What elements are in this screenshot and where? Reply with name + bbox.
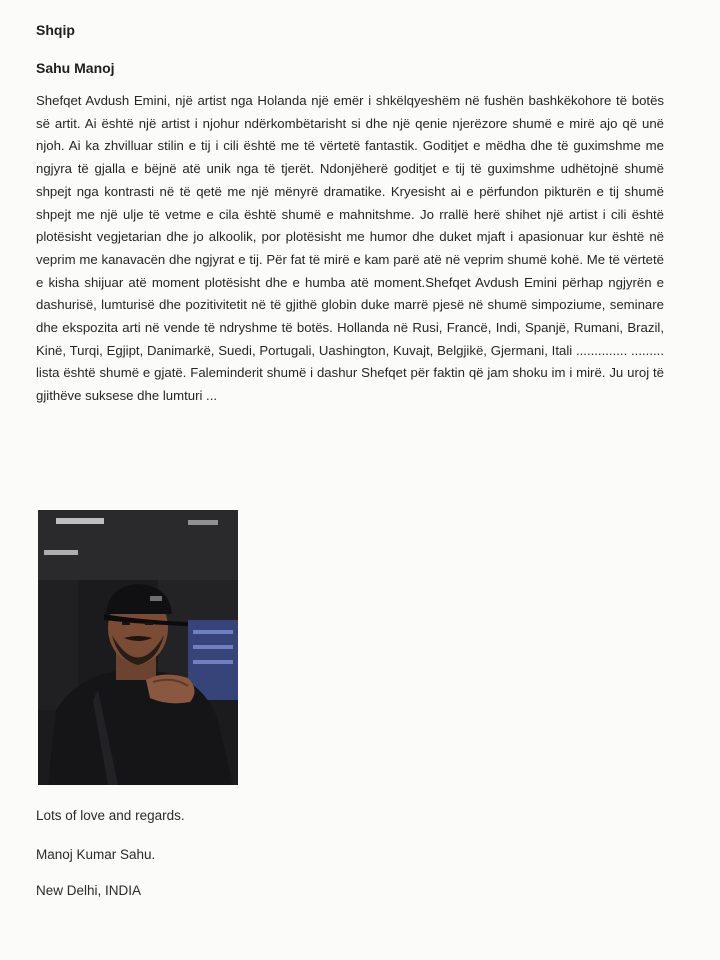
signature-location: New Delhi, INDIA	[36, 883, 142, 898]
language-heading: Shqip	[36, 22, 75, 38]
portrait-photo	[38, 510, 238, 785]
author-heading: Sahu Manoj	[36, 60, 115, 76]
closing-line: Lots of love and regards.	[36, 808, 185, 823]
signature-name: Manoj Kumar Sahu.	[36, 847, 156, 862]
letter-body-text: Shefqet Avdush Emini, një artist nga Holanda një emër i shkëlqyeshëm në fushën bashkëkohore të botës së artit. Ai është një artist i njohur ndërkombëtarisht si dhe një qenie njerëzore shumë e mirë ajo që unë njoh. Ai ka zhvilluar stilin e tij i cili është me të vërtetë fantastik. Goditjet e mëdha dhe të guximshme me ngjyra të gjalla e bëjnë atë unik nga të tjerët. Ndonjëherë goditjet e tij të guximshme udhëtojnë shumë shpejt nga kontrasti në të qetë me një mënyrë dramatike. Kryesisht ai e përfundon pikturën e tij shumë shpejt me një ulje të vetme e cila është shumë e mahnitshme. Jo rrallë herë shihet një artist i cili është plotësisht vegjetarian dhe jo alkoolik, por plotësisht me humor dhe duket mjaft i apasionuar kur është në veprim me kanavacën dhe ngjyrat e tij. Për fat të mirë e kam parë atë në veprim shumë kohë. Me të vërtetë e kisha shijuar atë moment plotësisht dhe e humba atë moment.Shefqet Avdush Emini përhap ngjyrën e dashurisë, lumturisë dhe pozitivitetit në të gjithë globin duke marrë pjesë në shumë simpoziume, seminare dhe ekspozita arti në vende të ndryshme të botës. Hollanda në Rusi, Francë, Indi, Spanjë, Rumani, Brazil, Kinë, Turqi, Egjipt, Danimarkë, Suedi, Portugali, Uashington, Kuvajt, Belgjikë, Gjermani, Itali .............. ......... lista është shumë e gjatë. Faleminderit shumë i dashur Shefqet për faktin që jam shoku im i mirë. Ju uroj të gjithëve suksese dhe lumturi ...	[36, 93, 664, 404]
